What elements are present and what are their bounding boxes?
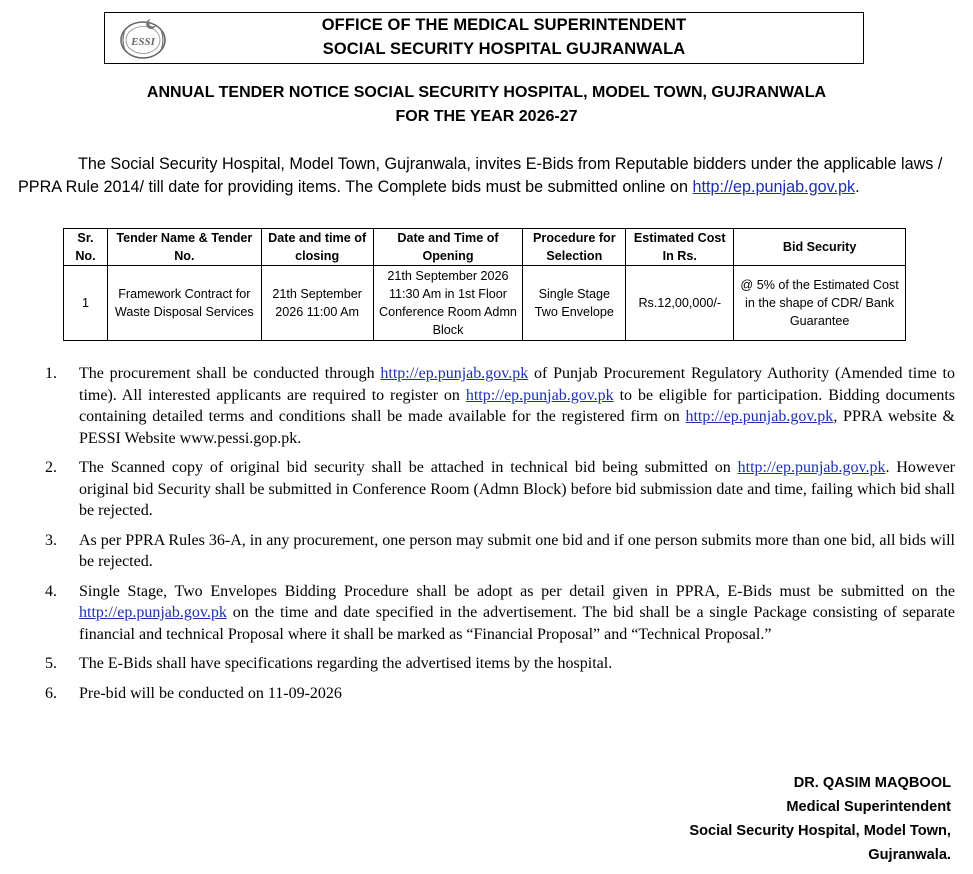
portal-link[interactable]: http://ep.punjab.gov.pk [685, 408, 834, 425]
intro-text: The Social Security Hospital, Model Town, Gujranwala, invites E-Bids from Reputable bidders under the applicable laws / PPRA Rule 2014/ till date for providing items. The Complete bids must be submitted online on [18, 155, 943, 196]
header-sr: Sr. No. [64, 229, 108, 266]
list-item [45, 581, 955, 646]
item-text: on the time and date specified in the advertisement. The bid shall be a single Package consisting of separate financial and technical Proposal where it shall be marked as “Financial Proposal” and “Technical Proposal.” [79, 604, 955, 643]
header-security: Bid Security [734, 229, 906, 266]
intro-link[interactable]: http://ep.punjab.gov.pk [692, 178, 856, 196]
notice-title: ANNUAL TENDER NOTICE SOCIAL SECURITY HOSPITAL, MODEL TOWN, GUJRANWALA [146, 84, 827, 101]
item-text: Pre-bid will be conducted on 11-09-2026 [79, 684, 342, 702]
portal-link[interactable]: http://ep.punjab.gov.pk [465, 386, 614, 404]
item-number: 2. [45, 459, 57, 476]
signature-block [689, 771, 951, 867]
notice-year: FOR THE YEAR 2026-27 [395, 108, 578, 125]
table-header-row [64, 229, 906, 266]
list-item [45, 683, 955, 705]
list-item [45, 363, 955, 449]
header-box [104, 12, 864, 64]
portal-link[interactable]: http://ep.punjab.gov.pk [737, 459, 886, 476]
cell-cost: Rs.12,00,000/- [626, 266, 734, 341]
item-text: , PPRA website & PESSI Website www.pessi.gop.pk. [79, 408, 956, 447]
cell-closing: 21th September 2026 11:00 Am [261, 266, 373, 341]
cell-procedure: Single Stage Two Envelope [523, 266, 626, 341]
item-text: Single Stage, Two Envelopes Bidding Procedure shall be adopt as per detail given in PPRA, E-Bids must be submitted on the [79, 582, 955, 600]
header-opening: Date and Time of Opening [373, 229, 523, 266]
item-number: 6. [45, 684, 57, 702]
list-item [45, 653, 955, 675]
tender-table [63, 228, 906, 341]
header-cost: Estimated Cost In Rs. [626, 229, 734, 266]
signatory-designation: Medical Superintendent [786, 799, 951, 815]
cell-sr: 1 [64, 266, 108, 341]
office-title: OFFICE OF THE MEDICAL SUPERINTENDENT [321, 16, 687, 34]
item-text: The Scanned copy of original bid security shall be attached in technical bid being submitted on [79, 459, 738, 476]
item-number: 3. [45, 531, 57, 549]
item-text: As per PPRA Rules 36-A, in any procurement, one person may submit one bid and if one person submits more than one bid, all bids will be rejected. [79, 531, 955, 570]
header-tender-name: Tender Name & Tender No. [107, 229, 261, 266]
header-procedure: Procedure for Selection [523, 229, 626, 266]
hospital-name: SOCIAL SECURITY HOSPITAL GUJRANWALA [322, 40, 686, 58]
intro-end: . [855, 178, 860, 196]
signatory-name: DR. QASIM MAQBOOL [793, 775, 951, 791]
list-item [45, 457, 955, 522]
item-text: to be eligible for participation. Bidding documents containing detailed terms and conditions shall be made available for the registered firm on [79, 386, 955, 425]
cell-security: @ 5% of the Estimated Cost in the shape of CDR/ Bank Guarantee [734, 266, 906, 341]
intro-paragraph [18, 153, 956, 199]
signatory-city: Gujranwala. [868, 847, 951, 863]
item-number: 4. [45, 582, 57, 600]
list-item [45, 530, 955, 573]
cell-tender-name: Framework Contract for Waste Disposal Services [107, 266, 261, 341]
item-text: . However original bid Security shall be submitted in Conference Room (Admn Block) before bid submission date and time, failing which bid shall be rejected. [79, 459, 956, 519]
item-number: 5. [45, 655, 57, 672]
header-closing: Date and time of closing [261, 229, 373, 266]
table-row [64, 266, 906, 341]
cell-opening: 21th September 2026 11:30 Am in 1st Floor Conference Room Admn Block [373, 266, 523, 341]
item-text: The E-Bids shall have specifications regarding the advertised items by the hospital. [79, 655, 613, 672]
portal-link[interactable]: http://ep.punjab.gov.pk [79, 604, 227, 621]
item-text: of Punjab Procurement Regulatory Authority (Amended time to time). All interested applicants are required to register on [79, 365, 955, 404]
item-number: 1. [45, 365, 57, 382]
logo-text: ESSI [131, 36, 155, 48]
conditions-list [45, 363, 955, 712]
signatory-org: Social Security Hospital, Model Town, [689, 823, 951, 839]
portal-link[interactable]: http://ep.punjab.gov.pk [380, 365, 529, 382]
item-text: The procurement shall be conducted through [79, 365, 381, 382]
